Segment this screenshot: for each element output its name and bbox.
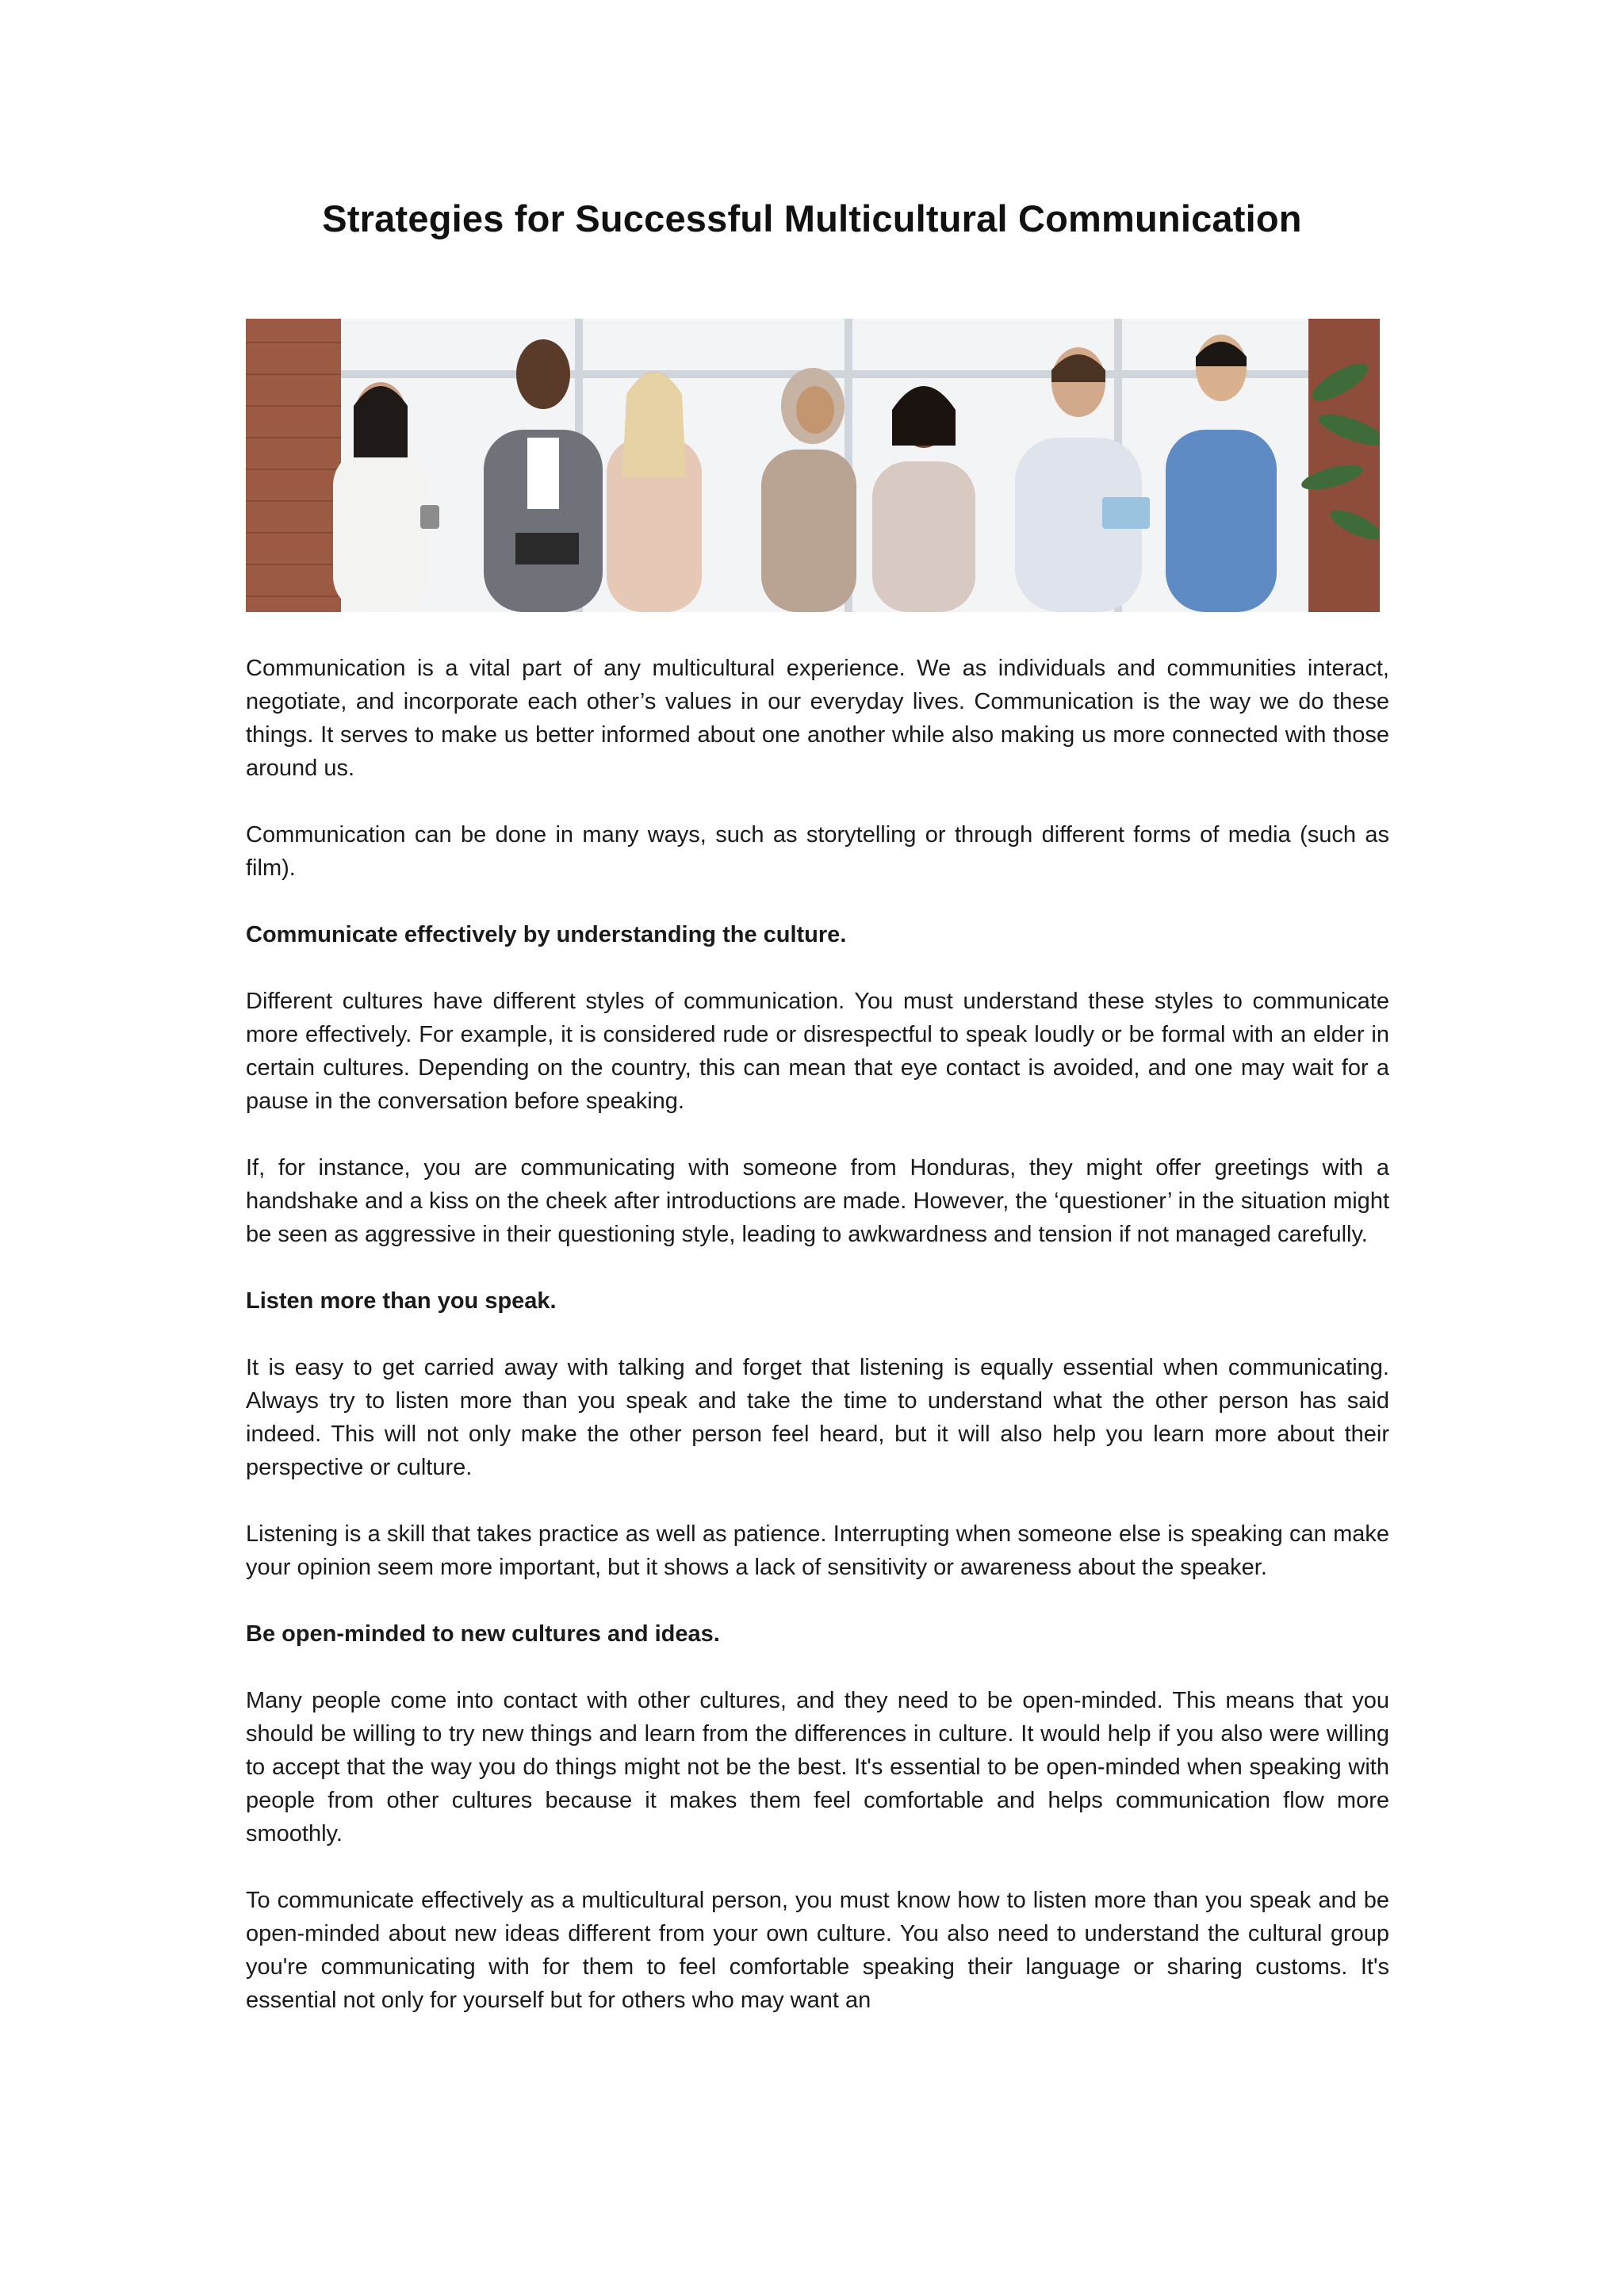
body-paragraph: Listening is a skill that takes practice as well as patience. Interrupting when someone else is speaking can make your opinion seem more important, but it shows a lack of sensitivity or awareness about the speaker. bbox=[246, 1521, 1389, 1580]
body-paragraph: Different cultures have different styles of communication. You must understand these styles to communicate more effectively. For example, it is considered rude or disrespectful to speak loudly or be formal with an elder in certain cultures. Depending on the country, this can mean that eye contact is avoided, and one may wait for a pause in the conversation before speaking. bbox=[246, 989, 1389, 1114]
body-paragraph: Communication is a vital part of any multicultural experience. We as individuals and communities interact, negotiate, and incorporate each other’s values in our everyday lives. Communication is the way we do these things. It serves to make us better informed about one another while also making us more connected with those around us. bbox=[246, 656, 1389, 781]
document-title: Strategies for Successful Multicultural Communication bbox=[322, 197, 1302, 239]
group-photo bbox=[246, 319, 1380, 612]
article-body bbox=[246, 652, 1389, 2017]
section-heading: Listen more than you speak. bbox=[246, 1288, 557, 1314]
body-paragraph: Communication can be done in many ways, such as storytelling or through different forms of media (such as film). bbox=[246, 822, 1389, 881]
body-paragraph: It is easy to get carried away with talking and forget that listening is equally essential when communicating. Always try to listen more than you speak and take the time to understand what the other person has said indeed. This will not only make the other person feel heard, but it will also help you learn more about their perspective or culture. bbox=[246, 1355, 1389, 1480]
body-paragraph: If, for instance, you are communicating with someone from Honduras, they might offer greetings with a handshake and a kiss on the cheek after introductions are made. However, the ‘questioner’ in the situation might be seen as aggressive in their questioning style, leading to awkwardness and tension if not managed carefully. bbox=[246, 1155, 1389, 1247]
section-heading: Communicate effectively by understanding the culture. bbox=[246, 922, 847, 947]
body-paragraph: To communicate effectively as a multicultural person, you must know how to listen more than you speak and be open-minded about new ideas different from your own culture. You also need to understand the cultural group you're communicating with for them to feel comfortable speaking their language or sharing customs. It's essential not only for yourself but for others who may want an bbox=[246, 1888, 1389, 2013]
group-photo-illustration bbox=[246, 319, 1380, 612]
body-paragraph: Many people come into contact with other cultures, and they need to be open-minded. This means that you should be willing to try new things and learn from the differences in culture. It would help if you also were willing to accept that the way you do things might not be the best. It's essential to be open-minded when speaking with people from other cultures because it makes them feel comfortable and helps communication flow more smoothly. bbox=[246, 1688, 1389, 1846]
section-heading: Be open-minded to new cultures and ideas. bbox=[246, 1621, 720, 1647]
